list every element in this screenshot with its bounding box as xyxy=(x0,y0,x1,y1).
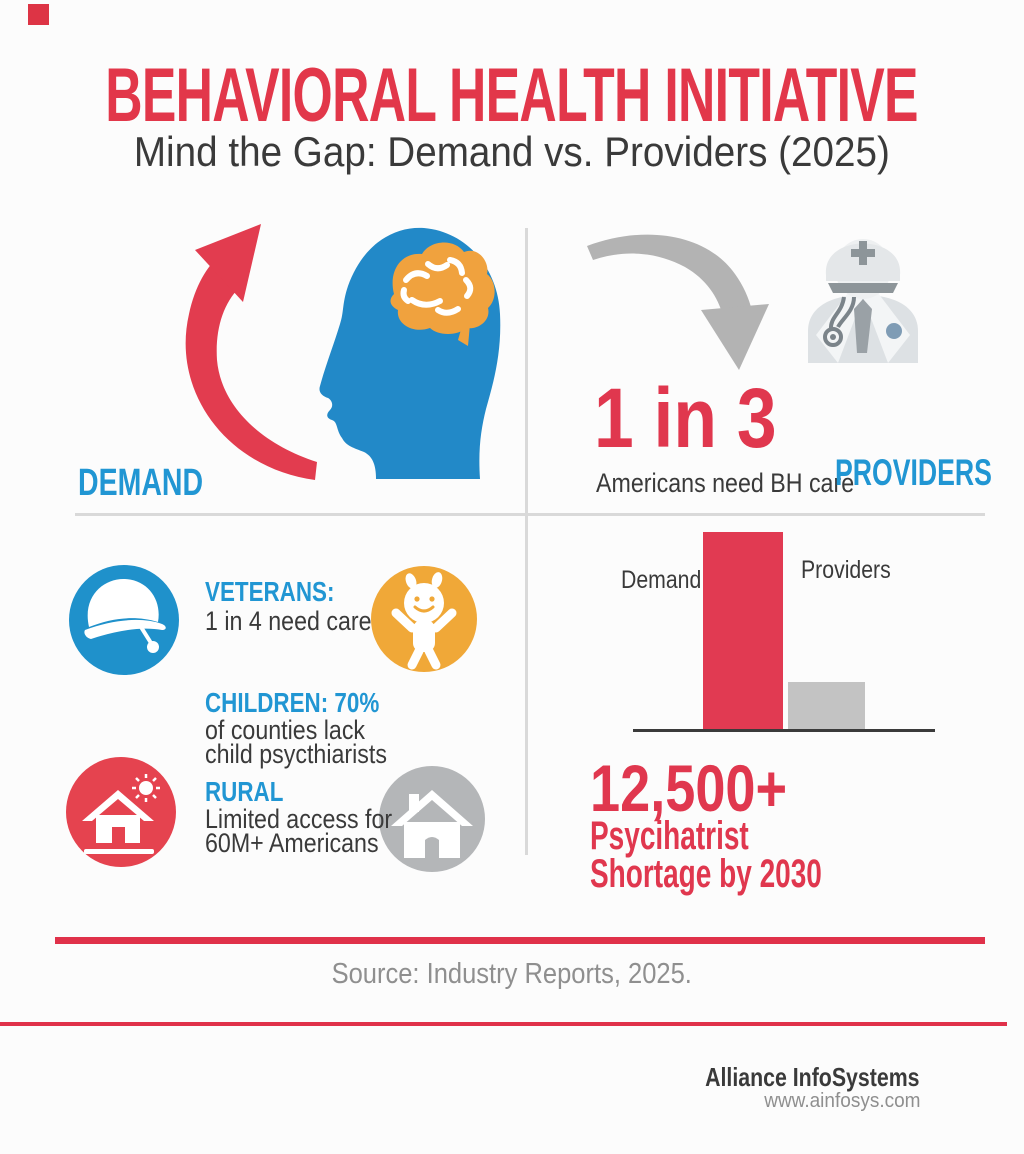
children-line2: child psycthiarists xyxy=(205,739,387,769)
curved-up-arrow-icon xyxy=(165,222,320,487)
horizontal-divider xyxy=(75,513,985,516)
helmet-icon xyxy=(69,565,179,675)
demand-bar-label: Demand xyxy=(621,566,702,594)
providers-stat-caption: Americans need BH care xyxy=(596,468,855,498)
demand-label-block xyxy=(78,462,245,505)
head-brain-icon xyxy=(316,222,506,487)
footer-thin-rule xyxy=(0,1022,1007,1026)
header xyxy=(0,52,1024,139)
shortage-stat-value: 12,500+ xyxy=(590,751,788,825)
curved-down-arrow-icon xyxy=(583,224,773,372)
demand-bar-label-block xyxy=(621,566,716,595)
demand-label: DEMAND xyxy=(78,462,204,504)
source-text: Source: Industry Reports, 2025. xyxy=(331,958,693,990)
subheader xyxy=(0,128,1024,176)
rural-line2: 60M+ Americans xyxy=(205,828,379,858)
veterans-line1: 1 in 4 need care xyxy=(205,606,372,636)
corner-accent-square xyxy=(28,4,49,25)
shortage-line2: Psycihatrist xyxy=(590,814,749,858)
chart-baseline xyxy=(633,729,935,732)
rural-line1: Limited access for xyxy=(205,804,393,834)
veterans-badge xyxy=(69,565,179,675)
rural-title: RURAL xyxy=(205,776,284,807)
shortage-line3-block xyxy=(590,852,921,897)
vertical-divider xyxy=(525,228,528,855)
providers-bar-label-block xyxy=(801,556,907,585)
providers-stat-block xyxy=(594,370,809,467)
rural-badge xyxy=(66,757,176,867)
veterans-title: VETERANS: xyxy=(205,576,335,607)
house-sun-icon xyxy=(66,757,176,867)
source-block xyxy=(0,958,1024,991)
website-block xyxy=(400,1090,920,1113)
children-line1: of counties lack xyxy=(205,715,366,745)
providers-bar-label: Providers xyxy=(801,556,891,584)
rural-desc-2 xyxy=(205,828,407,859)
veterans-title-block xyxy=(205,576,367,608)
providers-stat-value: 1 in 3 xyxy=(594,371,777,465)
children-title: CHILDREN: 70% xyxy=(205,687,380,718)
providers-bar xyxy=(788,682,865,729)
demand-bar xyxy=(703,532,783,729)
footer-thick-rule xyxy=(55,937,985,944)
providers-label-block xyxy=(835,452,1024,494)
veterans-desc xyxy=(205,606,399,637)
brand-block xyxy=(400,1062,920,1093)
shortage-line3: Shortage by 2030 xyxy=(590,852,822,896)
page-title: BEHAVIORAL HEALTH INITIATIVE xyxy=(105,53,919,138)
children-desc-2 xyxy=(205,739,417,770)
brand-name: Alliance InfoSystems xyxy=(705,1062,920,1092)
doctor-icon xyxy=(798,227,928,363)
providers-label: PROVIDERS xyxy=(835,452,992,493)
website-url: www.ainfosys.com xyxy=(763,1090,920,1112)
page-subtitle: Mind the Gap: Demand vs. Providers (2025) xyxy=(134,128,890,175)
